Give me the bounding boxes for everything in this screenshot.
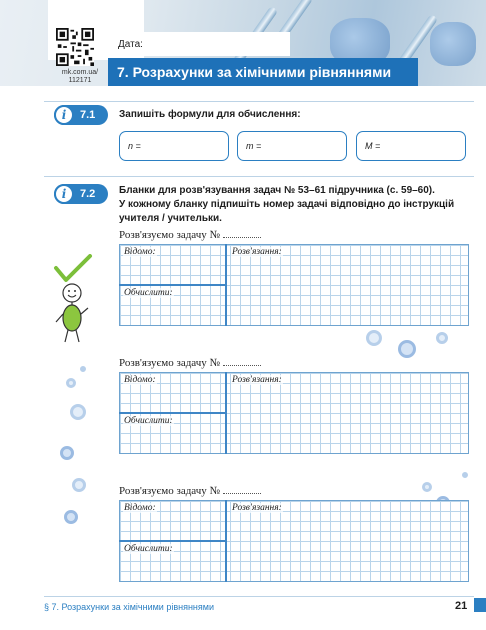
grid-divider [119, 412, 226, 414]
formula-label: n = [128, 141, 141, 151]
decor-bubble [80, 366, 86, 372]
formula-field-molar-mass[interactable] [356, 131, 466, 161]
compute-label: Обчислити: [124, 288, 173, 298]
task-number: 7.2 [80, 188, 96, 200]
divider [44, 176, 474, 177]
solve-label: Розв'язуємо задачу № [119, 229, 221, 241]
compute-label: Обчислити: [124, 544, 173, 554]
qr-site: mk.com.ua/ [61, 69, 99, 76]
known-label: Відомо: [124, 375, 156, 385]
solution-label: Розв'язання: [232, 503, 282, 513]
known-label: Відомо: [124, 503, 156, 513]
decor-bubble [72, 478, 86, 492]
solve-heading [119, 357, 261, 369]
date-label: Дата: [118, 39, 143, 50]
qr-code-icon [56, 28, 94, 66]
decor-bubble [64, 510, 78, 524]
formula-label: m = [246, 141, 262, 151]
decor-bubble [366, 330, 382, 346]
decor-bubble [70, 404, 86, 420]
solve-heading [119, 485, 261, 497]
formula-field-m[interactable] [237, 131, 347, 161]
footer-section: § 7. Розрахунки за хімічними рівняннями [44, 602, 214, 612]
solution-label: Розв'язання: [232, 247, 282, 257]
task-text-line: У кожному бланку підпишіть номер задачі відповідно до інструкцій [119, 199, 455, 210]
grid-divider [119, 284, 226, 286]
problem-number-field[interactable] [223, 493, 261, 494]
chapter-title: 7. Розрахунки за хімічними рівняннями [117, 64, 392, 80]
task-text-line: учителя / учительки. [119, 213, 222, 224]
info-icon: i [54, 105, 74, 125]
solution-label: Розв'язання: [232, 375, 282, 385]
compute-label: Обчислити: [124, 416, 173, 426]
qr-code-number: 112171 [68, 77, 92, 84]
decor-bubble [66, 378, 76, 388]
decor-bubble [462, 472, 468, 478]
problem-number-field[interactable] [223, 237, 261, 238]
divider [44, 101, 474, 102]
solve-label: Розв'язуємо задачу № [119, 485, 221, 497]
problem-number-field[interactable] [223, 365, 261, 366]
known-label: Відомо: [124, 247, 156, 257]
decor-bubble [436, 332, 448, 344]
glove-illustration [430, 22, 476, 66]
student-figure-icon [52, 254, 98, 346]
solve-heading [119, 229, 261, 241]
decor-bubble [422, 482, 432, 492]
solve-label: Розв'язуємо задачу № [119, 357, 221, 369]
footer-divider [44, 596, 474, 597]
footer-tab [474, 598, 486, 612]
info-icon: i [54, 184, 74, 204]
grid-divider [119, 540, 226, 542]
task-number: 7.1 [80, 109, 96, 121]
task-text-line: Бланки для розв'язування задач № 53–61 підручника (с. 59–60). [119, 185, 435, 196]
decor-bubble [60, 446, 74, 460]
decor-bubble [398, 340, 416, 358]
formula-field-n[interactable] [119, 131, 229, 161]
formula-label: M = [365, 141, 381, 151]
page-number: 21 [455, 600, 468, 612]
task-text: Запишіть формули для обчислення: [119, 109, 301, 120]
